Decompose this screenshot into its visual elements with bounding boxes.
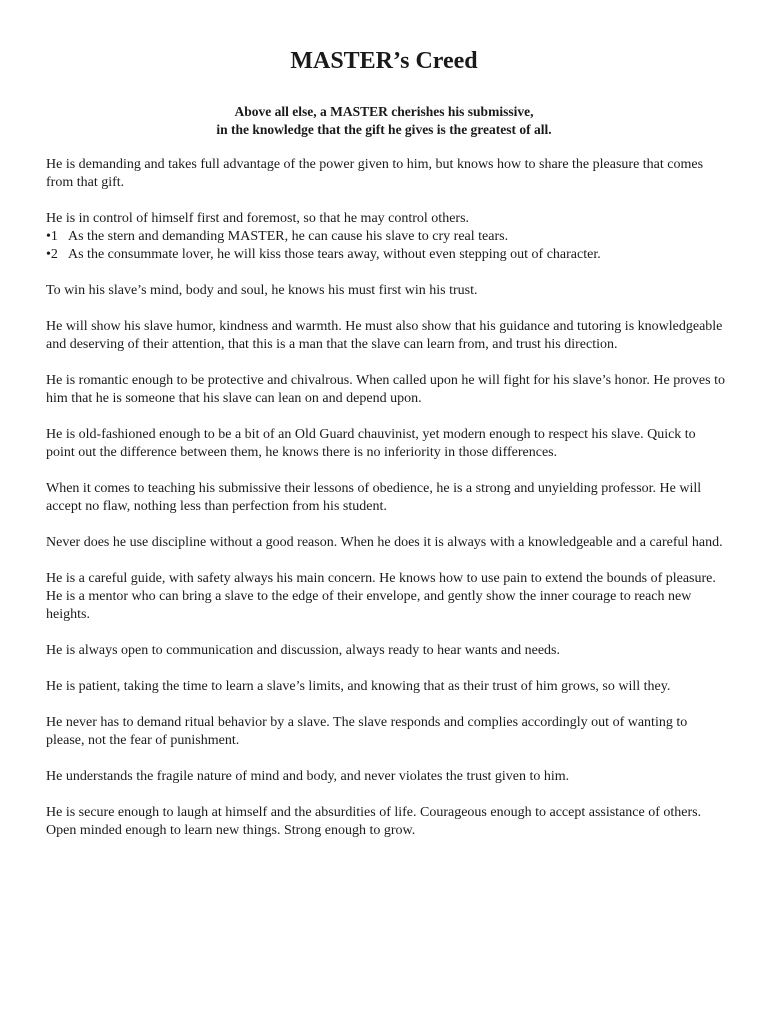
paragraph-old-fashioned: He is old-fashioned enough to be a bit of an Old Guard chauvinist, yet modern enough to respect his slave. Quick to point out the difference between them, he knows there is no inferiority in those differences.: [46, 427, 696, 460]
subtitle-line-2: in the knowledge that the gift he gives is the greatest of all.: [216, 122, 552, 137]
bullet-marker: •2: [46, 247, 58, 262]
paragraph-teaching: When it comes to teaching his submissive their lessons of obedience, he is a strong and unyielding professor. He will accept no flaw, nothing less than perfection from his student.: [46, 481, 702, 514]
paragraph-communication: He is always open to communication and discussion, always ready to hear wants and needs.: [46, 643, 560, 658]
paragraph-ritual: He never has to demand ritual behavior by a slave. The slave responds and complies accordingly out of wanting to please, not the fear of punishment.: [46, 715, 688, 748]
document-subtitle: [0, 103, 768, 139]
control-bullet-list: [46, 228, 726, 264]
document-title: MASTER’s Creed: [290, 48, 478, 74]
bullet-marker: •1: [46, 229, 58, 244]
paragraph-control: [46, 210, 726, 264]
list-item: [46, 246, 726, 264]
paragraph-discipline: Never does he use discipline without a good reason. When he does it is always with a knowledgeable and a careful hand.: [46, 535, 723, 550]
document-body: [46, 156, 726, 858]
paragraph-fragile: He understands the fragile nature of mind and body, and never violates the trust given to him.: [46, 769, 570, 784]
subtitle-line-1: Above all else, a MASTER cherishes his submissive,: [234, 104, 534, 119]
paragraph-trust: To win his slave’s mind, body and soul, he knows his must first win his trust.: [46, 283, 478, 298]
paragraph-romantic: He is romantic enough to be protective and chivalrous. When called upon he will fight for his slave’s honor. He proves to him that he is someone that his slave can lean on and depend upon.: [46, 373, 725, 406]
bullet-text: As the consummate lover, he will kiss those tears away, without even stepping out of character.: [68, 247, 601, 262]
bullet-text: As the stern and demanding MASTER, he can cause his slave to cry real tears.: [68, 229, 509, 244]
list-item: [46, 228, 726, 246]
paragraph-secure: He is secure enough to laugh at himself and the absurdities of life. Courageous enough to accept assistance of others. Open minded enough to learn new things. Strong enough to grow.: [46, 805, 702, 838]
paragraph-demanding: He is demanding and takes full advantage of the power given to him, but knows how to share the pleasure that comes from that gift.: [46, 157, 704, 190]
paragraph-patient: He is patient, taking the time to learn a slave’s limits, and knowing that as their trust of him grows, so will they.: [46, 679, 671, 694]
paragraph-humor: He will show his slave humor, kindness and warmth. He must also show that his guidance and tutoring is knowledgeable and deserving of their attention, that this is a man that the slave can learn from, and trust his direction.: [46, 319, 723, 352]
paragraph-control-intro: He is in control of himself first and foremost, so that he may control others.: [46, 211, 470, 226]
paragraph-guide: He is a careful guide, with safety always his main concern. He knows how to use pain to extend the bounds of pleasure. He is a mentor who can bring a slave to the edge of their envelope, and gently show the inner courage to reach new heights.: [46, 571, 716, 622]
